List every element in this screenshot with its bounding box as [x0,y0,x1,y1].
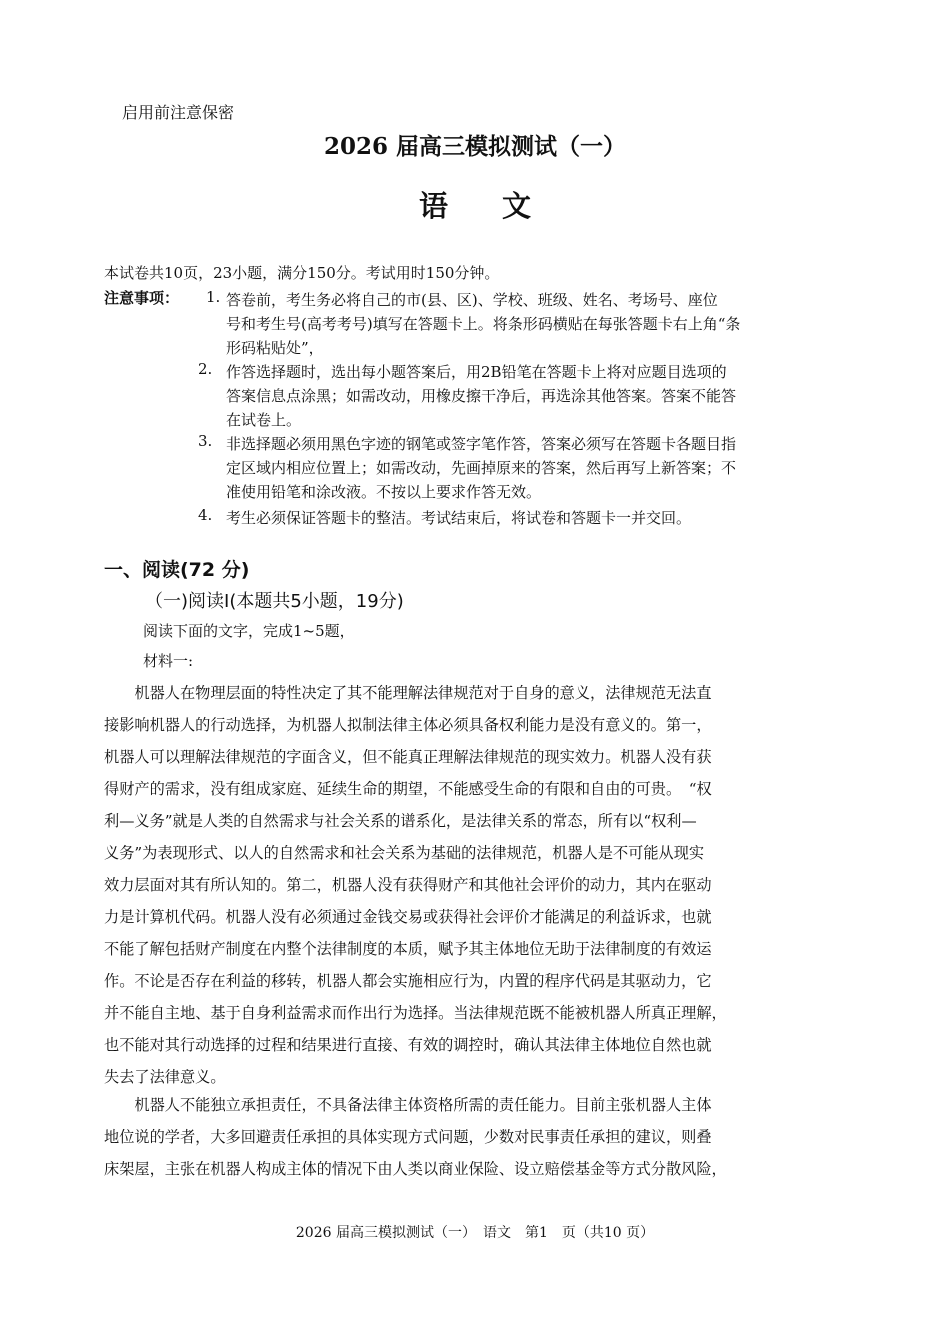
paragraph-line: 地位说的学者，大多回避责任承担的具体实现方式问题，少数对民事责任承担的建议，则叠 [104,1128,712,1146]
notice-item-number: 4. [198,506,213,524]
notice-item-line: 作答选择题时，选出每小题答案后，用2B铅笔在答题卡上将对应题目选项的 [226,363,727,381]
notice-item-line: 号和考生号(高考考号)填写在答题卡上。将条形码横贴在每张答题卡右上角“条 [226,315,741,333]
notice-item-line: 形码粘贴处”， [226,339,324,357]
paragraph-line: 义务”为表现形式、以人的自然需求和社会关系为基础的法律规范，机器人是不可能从现实 [104,844,705,862]
paragraph-line: 作。不论是否存在利益的移转，机器人都会实施相应行为，内置的程序代码是其驱动力，它 [104,972,712,990]
notice-item-line: 在试卷上。 [226,411,302,429]
notice-item-number: 3. [198,432,213,450]
notice-label: 注意事项： [104,289,180,307]
subject-title: 语文 [418,189,585,223]
reading-instruction: 阅读下面的文字，完成1~5题， [143,622,355,640]
subsection-heading: （一)阅读I(本题共5小题，19分) [145,591,404,612]
paragraph-line: 利—义务”就是人类的自然需求与社会关系的谱系化，是法律关系的常态，所有以“权利— [104,812,697,830]
notice-item-line: 非选择题必须用黑色字迹的钢笔或签字笔作答，答案必须写在答题卡各题目指 [226,435,737,453]
notice-item-line: 考生必须保证答题卡的整洁。考试结束后，将试卷和答题卡一并交回。 [226,509,692,527]
paragraph-line: 接影响机器人的行动选择，为机器人拟制法律主体必须具备权利能力是没有意义的。第一， [104,716,712,734]
notice-item-line: 答案信息点涂黑；如需改动，用橡皮擦干净后，再选涂其他答案。答案不能答 [226,387,737,405]
notice-item-number: 1. [206,288,221,306]
paragraph-line: 不能了解包括财产制度在内整个法律制度的本质，赋予其主体地位无助于法律制度的有效运 [104,940,712,958]
paragraph-line: 也不能对其行动选择的过程和结果进行直接、有效的调控时，确认其法律主体地位自然也就 [104,1036,712,1054]
paragraph-line: 床架屋，主张在机器人构成主体的情况下由人类以商业保险、设立赔偿基金等方式分散风险， [104,1160,727,1178]
paragraph-line: 机器人不能独立承担责任，不具备法律主体资格所需的责任能力。目前主张机器人主体 [104,1096,712,1114]
paragraph-1 [104,677,850,1093]
notice-item-line: 准使用铅笔和涂改液。不按以上要求作答无效。 [226,483,542,501]
paragraph-line: 机器人可以理解法律规范的字面含义，但不能真正理解法律规范的现实效力。机器人没有获 [104,748,712,766]
paragraph-line: 效力层面对其有所认知的。第二，机器人没有获得财产和其他社会评价的动力，其内在驱动 [104,876,712,894]
paragraph-line: 机器人在物理层面的特性决定了其不能理解法律规范对于自身的意义，法律规范无法直 [104,684,712,702]
paragraph-line: 得财产的需求，没有组成家庭、延续生命的期望，不能感受生命的有限和自由的可贵。 “权 [104,780,712,798]
notice-item-number: 2. [198,360,213,378]
notice-item-line: 定区域内相应位置上；如需改动，先画掉原来的答案，然后再写上新答案；不 [226,459,737,477]
exam-info: 本试卷共10页，23小题，满分150分。考试用时150分钟。 [104,264,500,282]
exam-title: 2026 届高三模拟测试（一） [323,133,627,160]
notice-item-line: 答卷前，考生务必将自己的市(县、区)、学校、班级、姓名、考场号、座位 [226,291,718,309]
paragraph-2 [104,1089,850,1185]
paragraph-line: 并不能自主地、基于自身利益需求而作出行为选择。当法律规范既不能被机器人所真正理解， [104,1004,727,1022]
material-label: 材料一: [143,652,194,670]
paragraph-line: 力是计算机代码。机器人没有必须通过金钱交易或获得社会评价才能满足的利益诉求，也就 [104,908,712,926]
confidential-notice: 启用前注意保密 [122,103,235,122]
paragraph-line: 失去了法律意义。 [104,1068,226,1086]
page-footer: 2026 届高三模拟测试（一） 语文 第1 页（共10 页） [295,1225,655,1241]
section-heading: 一、阅读(72 分) [104,559,250,581]
